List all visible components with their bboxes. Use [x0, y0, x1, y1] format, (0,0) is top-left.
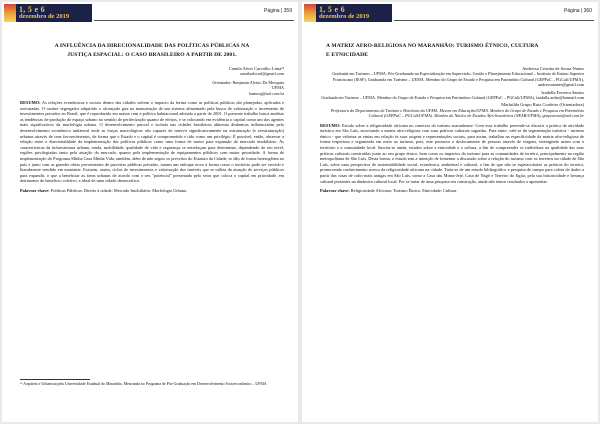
title-line: A INFLUÊNCIA DA DIRECIONALIDADE DAS POLÍTICAS PÚBLICAS NA [54, 43, 250, 49]
author-block [20, 66, 284, 96]
footnote: ¹² Arquiteta e Urbanista pela Universidade Estadual do Maranhão, Mestranda no Programa de Pós-Graduação em Desenvolvimento Socioeconômico – UFMA [20, 382, 267, 386]
banner-line-2: dezembro de 2019 [319, 13, 370, 20]
abstract-text: Estudo sobre a religiosidade africana no contexto do turismo maranhense. Com esse trabalho pretende-se discutir a prática da atividade turística em São Luís, associando a matriz afro-religiosa com suas práticas culturais sagradas. Para tanto, vale-se da segmentação turística - turismo étnico - que valoriza as etnias em relação às suas origens e representações sociais, para assim, trabalhar na especificidade da matriz afro-religiosa de forma respeitosa e organizada em meio ao turismo, pois, este promove o deslocamento de pessoas através de viagens, interagindo assim com o território e a comunidade local. Suscita-se ainda, estudos sobre a etnicidade e a cultura, a fim de compreender os indivíduos na qualidade das suas práticas culturais construídas junto ao seu grupo étnico, bem como os impactos do turismo para as comunidades de terreiro, principalmente na região metropolitana de São Luís. Desta forma, o estudo tem a intenção de fomentar a discussão sobre a relação do turismo com os terreiros na cidade de São Luís, sobre uma perspectiva de sustentabilidade social, econômica, ambiental e cultural, a fim de que não se espetacularize as práticas do terreiro, promovendo conhecimento acerca da religiosidade africana na cidade. Trata-se de um estudo bibliográfico e pesquisa de campo para coleta de dados a partir das casas de culto mais antigas em São Luís, como a Casa das Minas-Jeje, Casa de Nagô e Terreiro do Egito, pela sua historicidade e herança cultural presentes na dinâmica cultural local. Por se tratar de uma pesquisa em construção, ainda não temos resultados a apresentar. [320, 122, 584, 184]
author-name: Andressa Cristina de Sousa Nunes [522, 66, 584, 71]
title-line: JUSTIÇA ESPACIAL: O CASO BRASILEIRO A PARTIR DE 2001. [67, 52, 237, 58]
event-banner-logo [4, 4, 92, 22]
abstract [320, 123, 584, 185]
keywords [20, 188, 284, 194]
author-email: camilaalvcarl@gmail.com [239, 71, 284, 77]
page-number: Página | 360 [564, 8, 592, 14]
author-affiliation: Professora do Departamento de Turismo e Hotelaria da UFMA. Mestra em Educação/UFMA. Membro do Grupo de Estudo e Pesquisa em Patrimônio Cultural (GEPPaC – PGCult/UFMA). Membro do Núcleo de Estudos Afro-brasileiros (NEAB/UFMA), grupoteruiz@uol.com.br [330, 107, 584, 119]
abstract-label: RESUMO: [320, 122, 341, 128]
advisor-affiliation: UFMA [271, 85, 284, 91]
abstract-text: As relações econômicas e sociais dentro das cidades sofrem o impacto da forma como as políticas públicas são planejadas, aplicadas e executadas. O caráter segregador adquirido e alcançado gira na manutenção de um sistema alimentado pela busca de valorização e incremento de investimentos privados no Brasil, que é reproduzido em massa com a política habitacional adotada a partir de 2001. O presente trabalho busca analisar as tendências de produção do espaço urbano no sentido de periferização quanto de efeitos, e se colocando em evidência o capital como um dos agentes mais significativos da morfologia urbana. O desenvolvimento parcial e isolado nas cidades brasileiras alimenta dinâmicas influenciadas pelo desenvolvimento econômico unilateral onde as forças macrológicas são capazes de intervir significativamente na estruturação (e reestruturação) urbanas através de seus favorecimentos, de forma que o Estado e o capital é comprometido e tido como um privilégio. É possível, então, observar a relação entre a direcionalidade da implementação das políticas públicas como uma forma de motor para expansão do mercado imobiliário. As características da infraestrutura urbana, renda, mobilidade, qualidade de vida e segurança se entrelaçam para determinar, dependendo de seu nível, regiões privilegiadas tanto pela atuação do mercado, quanto pela implementação de equipamentos públicos com maior prioridade. A forma de implementação do Programa Minha Casa Minha Vida, também, além de não seguir os preceitos do Estatuto da Cidade, se dão de forma heterogênea no país e junto com as grandes obras provenientes de parcerias públicas privadas, tratam um enfoque novo à forma como o território pode ser servido e literalmente vendido em montante. Existem, assim, ciclos de investimentos e valorização dos imóveis que se utiliza da atuação de serviços públicos para expandir, o que a beneficiar as áreas urbanas de acordo com o seu "potencial" presentado pelo setor que coloca o capital em prioridade, em detrimento do beneficio coletivo, e ideal de uma cidade democrática. [20, 100, 284, 184]
advisor-email: bamesq@uol.com.br [249, 90, 284, 96]
banner-line-2: dezembro de 2019 [19, 13, 70, 20]
author-name: Izadalla Ferreira Santos [541, 89, 584, 95]
advisor-name: Orientador: Benjamin Alvino De Mesquita [212, 79, 284, 85]
banner-stripe [4, 4, 16, 22]
page-left [2, 2, 298, 422]
author-affiliation: Graduada em Turismo – UFMA. Membro do Grupo de Estudo e Pesquisa em Patrimônio Cultural (GEPPaC – PGCult/UFMA), izadalla.ardas@hotmail.com [321, 95, 584, 101]
keywords-text: Religiosidade Africana; Turismo Étnico; Etnicidade; Cultura. [350, 188, 458, 194]
page-right [302, 2, 598, 422]
author-name: Camila Alves Carvalho Lima¹² [228, 66, 284, 71]
article-content [20, 42, 284, 194]
keywords [320, 188, 584, 194]
title-line: A MATRIZ AFRO-RELIGIOSA NO MARANHÃO: TURISMO ÉTNICO, CULTURA [326, 43, 539, 49]
banner-line-1: 1, 5 e 6 [19, 5, 45, 14]
header-rule [94, 20, 294, 21]
header-rule [394, 20, 594, 21]
page-number: Página | 359 [264, 8, 292, 14]
event-banner-logo [304, 4, 392, 22]
article-title [20, 42, 284, 60]
title-line: E ETNICIDADE [326, 52, 369, 58]
keywords-label: Palavras-chave: [20, 187, 50, 193]
author-block [320, 66, 584, 119]
abstract [20, 100, 284, 184]
footnote-rule [20, 379, 90, 380]
abstract-label: RESUMO: [20, 100, 41, 106]
keywords-label: Palavras-chave: [320, 188, 350, 194]
author-affiliation: Graduada em Turismo – UFMA. Pós-Graduanda na Especialização em Supervisão, Gestão e Planejamento Educacional – Instituto de Ensino Superior Franciscano (IESF). Graduanda em Turismo – UEMA. Membro do Grupo de Estudo e Pesquisa em Patrimônio Cultural (GEPPaC – PGCult/UFMA), andressanunes@gmail.com [332, 71, 584, 88]
author-name: Marluilda Grupo Ruiz Cordeiro (Orientadora) [501, 102, 584, 108]
banner-line-1: 1, 5 e 6 [319, 5, 345, 14]
article-content [320, 42, 584, 194]
keywords-text: Políticas Públicas; Direito à cidade; Mercado Imobiliário; Morfologia Urbana. [50, 187, 187, 193]
article-title [320, 42, 584, 60]
banner-stripe [304, 4, 316, 22]
